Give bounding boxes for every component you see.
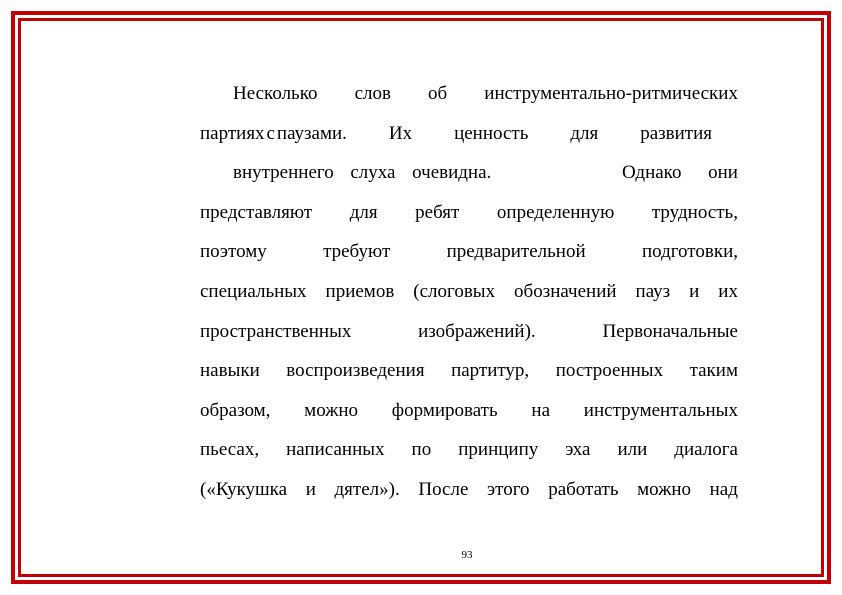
word: можно xyxy=(637,478,691,500)
word: таким xyxy=(689,360,738,382)
word: паузами. xyxy=(276,122,347,144)
word: очевидна. xyxy=(412,162,492,184)
body-text xyxy=(200,82,738,518)
word: представляют xyxy=(200,201,313,223)
word: ценность xyxy=(454,122,529,144)
word: об xyxy=(428,83,448,104)
word: они xyxy=(708,162,738,184)
word: поэтому xyxy=(200,241,267,263)
word: принципу xyxy=(458,439,539,461)
word: (слоговых xyxy=(413,280,496,302)
word: пространственных xyxy=(200,320,352,342)
word: определенную xyxy=(496,201,615,223)
word: написанных xyxy=(286,439,385,461)
text-line-1 xyxy=(200,82,738,105)
word: изображений). xyxy=(418,320,536,342)
word: инструментально-ритмических xyxy=(484,83,738,104)
text-line-9 xyxy=(200,399,738,422)
word: После xyxy=(418,478,469,500)
word: Несколько xyxy=(233,83,318,104)
word: их xyxy=(718,280,738,302)
word: партитур, xyxy=(451,360,530,382)
word: пауз xyxy=(635,280,671,302)
page-number: 93 xyxy=(461,549,473,561)
word: развития xyxy=(640,122,712,144)
word: этого xyxy=(487,478,530,500)
word: требуют xyxy=(323,241,391,263)
word: для xyxy=(349,201,378,223)
word: формировать xyxy=(391,399,498,421)
word: дятел»). xyxy=(334,478,400,500)
word: и xyxy=(689,280,700,302)
word: подготовки, xyxy=(641,241,738,263)
word: можно xyxy=(304,399,359,421)
word: Однако xyxy=(621,162,682,184)
word: и xyxy=(305,478,316,500)
word: по xyxy=(411,439,432,461)
text-line-5 xyxy=(200,240,738,263)
word: диалога xyxy=(674,439,738,461)
word: партиях xyxy=(200,122,265,144)
text-line-3 xyxy=(200,161,738,184)
word: слов xyxy=(354,83,391,104)
word: пьесах, xyxy=(200,439,260,461)
text-line-4 xyxy=(200,201,738,224)
word: над xyxy=(709,478,738,500)
word: воспроизведения xyxy=(286,360,425,382)
word: специальных xyxy=(200,280,307,302)
word: работать xyxy=(548,478,619,500)
text-line-6 xyxy=(200,280,738,303)
word: обозначений xyxy=(514,280,617,302)
text-line-2 xyxy=(200,122,712,145)
word: эха xyxy=(565,439,591,461)
word: слуха xyxy=(350,162,396,184)
word: на xyxy=(531,399,551,421)
word: ребят xyxy=(415,201,460,223)
text-line-11 xyxy=(200,478,738,501)
word: для xyxy=(570,122,599,144)
word: навыки xyxy=(200,360,260,382)
word: Их xyxy=(388,122,413,144)
text-line-7 xyxy=(200,320,738,343)
text-line-8 xyxy=(200,359,738,382)
word: Первоначальные xyxy=(602,320,738,342)
word: приемов xyxy=(325,280,395,302)
text-line-10 xyxy=(200,438,738,461)
word: или xyxy=(617,439,648,461)
word: образом, xyxy=(200,399,271,421)
word: трудность, xyxy=(651,201,738,223)
word: инструментальных xyxy=(583,399,738,421)
word: внутреннего xyxy=(233,162,334,184)
word: с xyxy=(266,122,275,144)
word: предварительной xyxy=(446,241,586,263)
word: построенных xyxy=(555,360,664,382)
word: («Кукушка xyxy=(200,478,288,500)
